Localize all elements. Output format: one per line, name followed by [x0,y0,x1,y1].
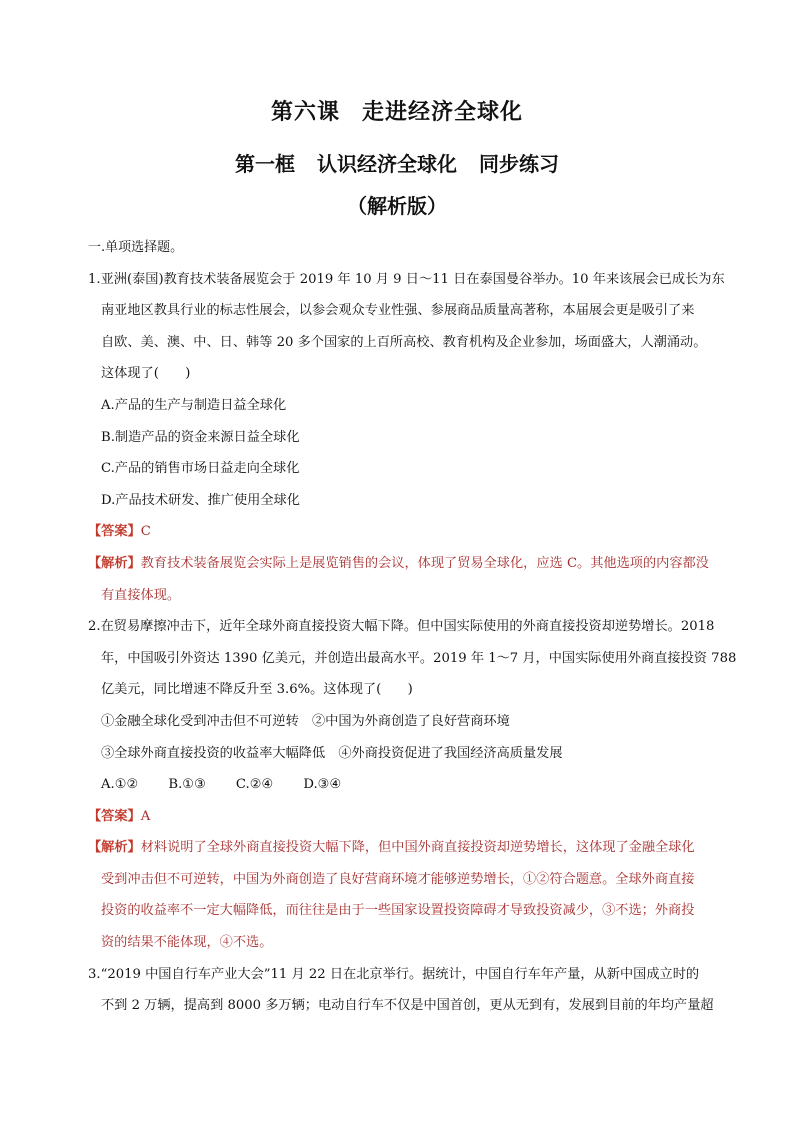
q1-analysis [88,548,720,580]
q2-option-b: B.①③ [168,777,206,793]
analysis-text: 教育技术装备展览会实际上是展览销售的会议，体现了贸易全球化，应选 C。其他选项的内容都没 [140,555,709,571]
question-content [88,232,737,1022]
analysis-tag: 【解析】 [88,555,141,571]
q2-analysis-line: 受到冲击但不可逆转，中国为外商创造了良好营商环境才能够逆势增长，①②符合题意。全球外商直接 [101,871,695,887]
analysis-text: 材料说明了全球外商直接投资大幅下降，但中国外商直接投资却逆势增长，这体现了金融全球化 [140,840,695,856]
question-3 [88,959,720,1022]
answer-tag: 【答案】 [88,808,141,824]
q2-analysis-line: 投资的收益率不一定大幅降低，而往往是由于一些国家设置投资障碍才导致投资减少，③不选；外商投 [101,903,695,919]
q2-option-d: D.③④ [303,777,342,793]
q1-line: 1.亚洲(泰国)教育技术装备展览会于 2019 年 10 月 9 日～11 日在泰国曼谷举办。10 年来该展会已成长为东 [88,271,725,287]
q1-line: 自欧、美、澳、中、日、韩等 20 多个国家的上百所高校、教育机构及企业参加，场面盛大，人潮涌动。 [101,334,707,350]
q2-line: 年，中国吸引外资达 1390 亿美元，并创造出最高水平。2019 年 1～7 月，中国实际使用外商直接投资 788 [101,650,737,666]
answer-tag: 【答案】 [88,524,141,540]
lesson-topic: 走进经济全球化 [362,99,524,125]
q1-option-c: C.产品的销售市场日益走向全球化 [101,461,300,477]
practice-label: 同步练习 [479,152,559,176]
q1-analysis-line: 有直接体现。 [101,587,181,603]
q1-option-b: B.制造产品的资金来源日益全球化 [101,429,300,445]
lesson-title [0,95,794,126]
answer-value: A [140,808,151,824]
q2-option-a: A.①② [101,777,139,793]
answer-value: C [140,524,151,540]
q2-analysis-line: 资的结果不能体现，④不选。 [101,935,273,951]
q2-options [88,769,720,801]
q1-answer [88,516,720,548]
q2-line: 2.在贸易摩擦冲击下，近年全球外商直接投资大幅下降。但中国实际使用的外商直接投资却逆势增长。2018 [88,619,715,635]
q3-line: 3.“2019 中国自行车产业大会”11 月 22 日在北京举行。据统计，中国自行车年产量，从新中国成立时的 [88,966,700,982]
edition-label: （解析版） [347,194,447,218]
frame-title [0,148,794,177]
q1-line: 南亚地区教具行业的标志性展会，以参会观众专业性强、参展商品质量高著称，本届展会更是吸引了来 [101,303,695,319]
q1-option-a: A.产品的生产与制造日益全球化 [101,397,287,413]
question-2 [88,611,737,959]
frame-number: 第一框 [235,152,295,176]
q2-option-c: C.②④ [235,777,274,793]
q2-line: 亿美元，同比增速不降反升至 3.6%。这体现了( ) [101,682,413,698]
frame-topic: 认识经济全球化 [317,152,457,176]
section-heading: 一.单项选择题。 [88,240,184,255]
q3-line: 不到 2 万辆，提高到 8000 多万辆；电动自行车不仅是中国首创，更从无到有，发展到目前的年均产量超 [101,998,714,1014]
q1-line: 这体现了( ) [101,366,191,382]
analysis-tag: 【解析】 [88,840,141,856]
q2-statements: ①金融全球化受到冲击但不可逆转 ②中国为外商创造了良好营商环境 [101,713,510,729]
question-1 [88,264,725,612]
q2-analysis [88,832,720,864]
q2-answer [88,801,720,833]
q1-option-d: D.产品技术研发、推广使用全球化 [101,492,300,508]
q2-statements: ③全球外商直接投资的收益率大幅降低 ④外商投资促进了我国经济高质量发展 [101,745,563,761]
lesson-number: 第六课 [270,99,340,125]
